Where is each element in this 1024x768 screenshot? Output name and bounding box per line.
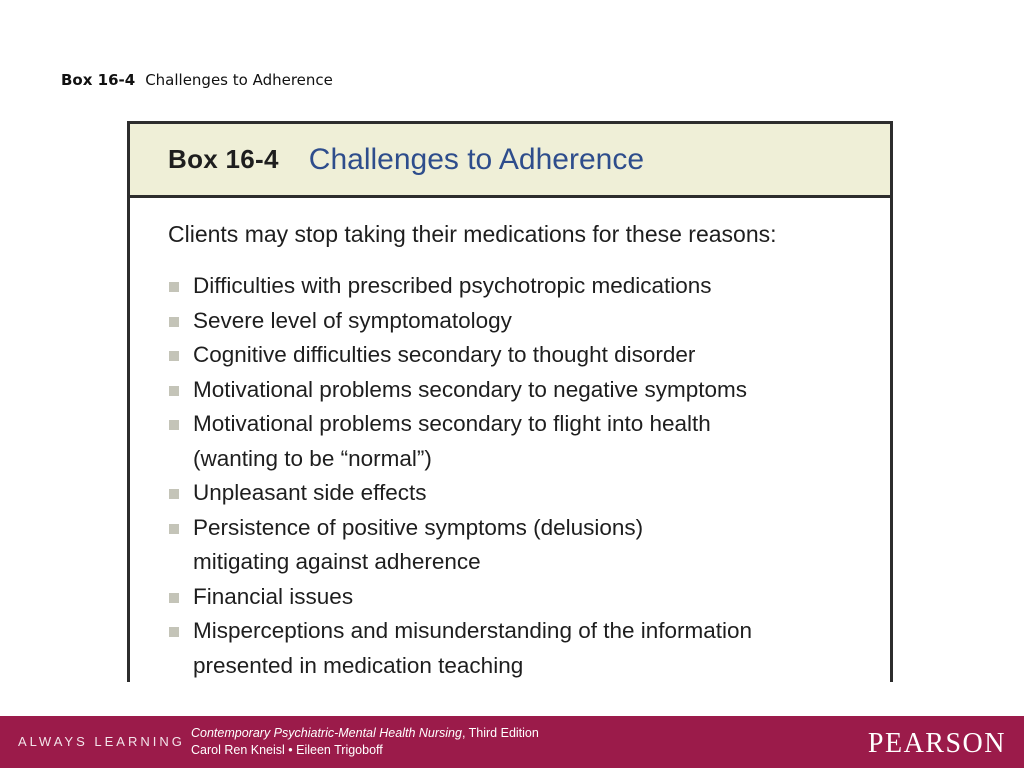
- figure-intro: Clients may stop taking their medications for these reasons:: [168, 221, 777, 247]
- footer-tagline: ALWAYS LEARNING: [18, 734, 185, 749]
- figure-box: [127, 121, 893, 682]
- reason-item: [168, 614, 890, 682]
- slide-box-number: Box 16-4: [61, 71, 136, 89]
- reason-item: [168, 373, 890, 408]
- square-bullet-icon: [169, 317, 179, 327]
- reason-text-line: Severe level of symptomatology: [193, 307, 512, 333]
- square-bullet-icon: [169, 420, 179, 430]
- footer-book-info: [191, 725, 539, 759]
- reason-text-line: Misperceptions and misunderstanding of the information: [193, 618, 753, 643]
- reason-item: [168, 338, 890, 373]
- reason-text-line: Difficulties with prescribed psychotropic medications: [193, 273, 712, 298]
- reason-item: [168, 511, 890, 580]
- square-bullet-icon: [169, 524, 179, 534]
- reason-text-line: mitigating against adherence: [193, 549, 481, 574]
- reason-item: [168, 304, 890, 339]
- figure-header-number: Box 16-4: [168, 144, 279, 174]
- reasons-list: [168, 269, 890, 682]
- reason-text-line: Motivational problems secondary to negative symptoms: [193, 376, 748, 402]
- reason-item: [168, 269, 890, 304]
- figure-body: [130, 198, 890, 682]
- reason-item: [168, 476, 890, 511]
- footer-book-title-line: [191, 725, 539, 742]
- publisher-logo: PEARSON: [867, 728, 1006, 759]
- reason-item: [168, 407, 890, 476]
- reason-text-line: Motivational problems secondary to flight into health: [193, 411, 711, 436]
- reason-text-line: Persistence of positive symptoms (delusions): [193, 514, 644, 540]
- square-bullet-icon: [169, 489, 179, 499]
- footer-edition: , Third Edition: [461, 726, 539, 740]
- reason-text-line: Financial issues: [193, 583, 354, 609]
- square-bullet-icon: [169, 593, 179, 603]
- square-bullet-icon: [169, 351, 179, 361]
- reason-text-line: presented in medication teaching: [193, 652, 524, 678]
- reason-text-line: Cognitive difficulties secondary to thought disorder: [193, 342, 696, 367]
- reason-text-line: (wanting to be “normal”): [193, 445, 432, 471]
- footer-bar: [0, 716, 1024, 768]
- figure-header-title: Challenges to Adherence: [308, 142, 645, 176]
- slide-title-text: Challenges to Adherence: [145, 71, 333, 89]
- reason-item: [168, 580, 890, 615]
- square-bullet-icon: [169, 627, 179, 637]
- square-bullet-icon: [169, 282, 179, 292]
- square-bullet-icon: [169, 386, 179, 396]
- figure-header: [130, 124, 890, 198]
- footer-authors: Carol Ren Kneisl • Eileen Trigoboff: [191, 743, 383, 757]
- slide-title: [61, 71, 333, 89]
- footer-book-title: Contemporary Psychiatric-Mental Health Nursing: [191, 726, 462, 740]
- reason-text-line: Unpleasant side effects: [193, 480, 427, 505]
